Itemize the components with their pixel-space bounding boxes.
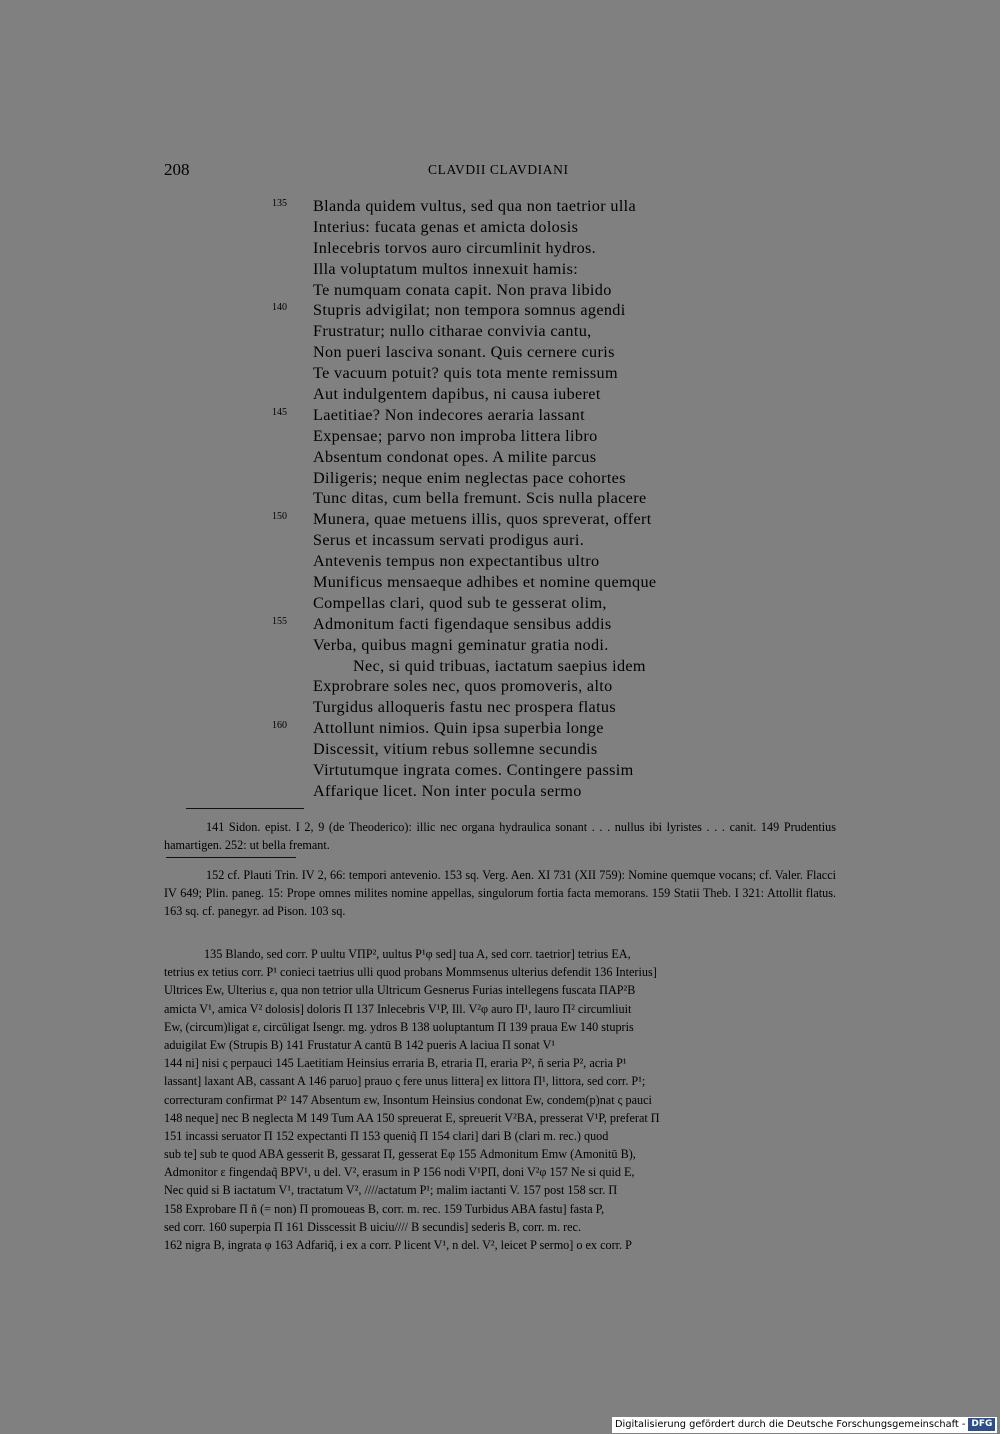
verse-text: Nec, si quid tribuas, iactatum saepius idem — [353, 656, 646, 675]
verse-line — [272, 217, 772, 238]
verse-text: Diligeris; neque enim neglectas pace cohortes — [313, 468, 626, 487]
verse-line — [272, 760, 772, 781]
verse-text: Blanda quidem vultus, sed qua non taetrior ulla — [313, 197, 637, 215]
apparatus-line: 144 ni] nisi ς perpauci 145 Laetitiam Heinsius erraria B, etraria Π, eraria P², ñ seria P², acria P¹ — [164, 1056, 627, 1071]
verse-line — [272, 781, 772, 802]
verse-line — [272, 488, 772, 509]
verse-text: Turgidus alloqueris fastu nec prospera flatus — [313, 698, 617, 717]
verse-text: Aut indulgentem dapibus, ni causa iuberet — [313, 385, 601, 404]
line-number: 135 — [272, 198, 287, 209]
verse-line — [272, 676, 772, 697]
verse-text: Stupris advigilat; non tempora somnus agendi — [313, 301, 626, 320]
apparatus-line: 158 Exprobare Π ñ (= non) Π promoueas B, corr. m. rec. 159 Turbidus ABA fastu] fasta P, — [164, 1201, 605, 1216]
apparatus-line: Admonitor ε fingendaq̃ BPV¹, u del. V², erasum in P 156 nodi V¹PΠ, doni V²φ 157 Ne si quid E, — [164, 1165, 635, 1180]
apparatus-line: sed corr. 160 superpia Π 161 Disscessit B uiciu//// B secundis] sederis B, corr. m. rec. — [164, 1219, 582, 1234]
verse-text: Expensae; parvo non improba littera libro — [313, 426, 598, 445]
verse-line — [272, 363, 772, 384]
verse-text: Serus et incassum servati prodigus auri. — [313, 531, 585, 550]
apparatus-line: lassant] laxant AB, cassant A 146 paruo] prauo ς fere unus littera] ex littora Π¹, littora, sed corr. P¹; — [164, 1074, 646, 1089]
verse-text: Affarique licet. Non inter pocula sermo — [313, 781, 582, 800]
running-title: CLAVDII CLAVDIANI — [428, 162, 569, 177]
apparatus-line: 148 neque] nec B neglecta M 149 Tum AA 150 spreuerat E, spreuerit V²BA, presserat V¹P, preferat Π — [164, 1110, 660, 1125]
verse-line — [272, 530, 772, 551]
verse-line — [272, 697, 772, 718]
verse-text: Compellas clari, quod sub te gesserat olim, — [313, 593, 607, 612]
apparatus-line: amicta V¹, amica V² dolosis] doloris Π 137 Inlecebris V¹P, Ill. V²φ auro Π¹, lauro Π² circumliuit — [164, 1001, 632, 1016]
apparatus-line: aduigilat Ew (Strupis B) 141 Frustatur A cantū B 142 pueris A laciua Π sonat V¹ — [164, 1037, 556, 1052]
verse-text: Te vacuum potuit? quis tota mente remissum — [313, 364, 618, 383]
verse-text: Attollunt nimios. Quin ipsa superbia longe — [313, 719, 604, 738]
apparatus-line: correcturam confirmat P² 147 Absentum εw, Insontum Heinsius condonat Ew, condem(p)nat ς pauci — [164, 1092, 652, 1107]
verse-text: Te numquam conata capit. Non prava libido — [313, 280, 612, 299]
digitization-footer — [612, 1417, 997, 1433]
verse-text: Frustratur; nullo citharae convivia cantu, — [313, 322, 592, 341]
verse-line — [272, 468, 772, 489]
verse-line — [272, 342, 772, 363]
parallels-text: 152 cf. Plauti Trin. IV 2, 66: tempori antevenio. 153 sq. Verg. Aen. XI 731 (XII 759): Nomine quemque vocans; cf. Valer. Flacci IV 649; Plin. paneg. 15: Prope omnes milites nomine appellas, singulorum fortia facta memorans. 159 Statii Theb. I 321: Attollit flatus. 163 sq. cf. panegyr. ad Pison. 103 sq. — [164, 868, 836, 919]
verse-text: Interius: fucata genas et amicta dolosis — [313, 217, 579, 236]
verse-line — [272, 572, 772, 593]
verse-line — [272, 593, 772, 614]
line-number: 145 — [272, 406, 287, 418]
dfg-logo: DFG — [968, 1418, 995, 1431]
apparatus-line: tetrius ex tetius corr. P¹ conieci taetrius ulli quod probans Mommsenus ulterius defendit 136 Interius] — [164, 965, 657, 980]
apparatus-line: 162 nigra B, ingrata φ 163 Adfariq̃, i ex a corr. P licent V¹, n del. V², leicet P sermo] o ex corr. P — [164, 1238, 632, 1252]
apparatus-line: 135 Blando, sed corr. P uultu VΠP², uultus P¹φ sed] tua A, sed corr. taetrior] tetrius EA, — [204, 947, 631, 961]
verse-line — [272, 509, 772, 530]
verse-line — [272, 384, 772, 405]
verse-text: Discessit, vitium rebus sollemne secundis — [313, 740, 598, 759]
verse-line — [272, 259, 772, 280]
verse-text: Admonitum facti figendaque sensibus addis — [313, 614, 612, 633]
apparatus-line: Ultrices Ew, Ulterius ε, qua non tetrior ulla Ultricum Gesnerus Furias intellegens fuscata ΠAP²B — [164, 983, 636, 998]
line-number: 150 — [272, 511, 287, 523]
verse-text: Virtutumque ingrata comes. Contingere passim — [313, 761, 634, 780]
verse-line — [272, 635, 772, 656]
separator-rule — [166, 857, 296, 858]
verse-text: Non pueri lasciva sonant. Quis cernere curis — [313, 343, 615, 362]
critical-apparatus — [164, 945, 836, 1254]
line-number: 160 — [272, 720, 287, 732]
verse-text: Antevenis tempus non expectantibus ultro — [313, 552, 600, 571]
verse-line — [272, 614, 772, 635]
apparatus-line: Ew, (circum)ligat ε, circūligat Isengr. mg. ydros B 138 uoluptantum Π 139 praua Ew 140 stupris — [164, 1019, 634, 1034]
verse-line — [272, 405, 772, 426]
apparatus-line: Nec quid si B iactatum V¹, tractatum V², ////actatum P¹; malim iactanti V. 157 post 158 scr. Π — [164, 1183, 618, 1198]
verse-line — [272, 280, 772, 301]
verse-line — [272, 426, 772, 447]
verse-text: Inlecebris torvos auro circumlinit hydros. — [313, 238, 597, 257]
testimonia-notes — [164, 818, 836, 854]
parallel-notes — [164, 866, 836, 921]
verse-text: Exprobrare soles nec, quos promoveris, alto — [313, 677, 613, 696]
page-number: 208 — [164, 160, 190, 179]
verse-line — [272, 196, 772, 217]
line-number: 140 — [272, 302, 287, 314]
verse-line — [272, 739, 772, 760]
verse-line — [272, 238, 772, 259]
verse-line — [272, 300, 772, 321]
poem-text — [272, 196, 772, 802]
apparatus-line: sub te] sub te quod ABA gesserit B, gessarat Π, gesserat Eφ 155 Admonitum Emw (Amonitū B), — [164, 1147, 636, 1162]
verse-line — [272, 718, 772, 739]
apparatus-line: 151 incassi seruator Π 152 expectanti Π 153 queniq̃ Π 154 clari] dari B (clari m. rec.) quod — [164, 1128, 609, 1143]
verse-text: Verba, quibus magni geminatur gratia nodi. — [313, 635, 609, 654]
line-number: 155 — [272, 615, 287, 627]
separator-rule — [186, 808, 304, 809]
verse-text: Tunc ditas, cum bella fremunt. Scis nulla placere — [313, 489, 647, 508]
verse-text: Laetitiae? Non indecores aeraria lassant — [313, 405, 585, 424]
verse-text: Munera, quae metuens illis, quos spreverat, offert — [313, 510, 652, 529]
verse-line — [272, 656, 772, 677]
verse-line — [272, 551, 772, 572]
verse-line — [272, 321, 772, 342]
verse-text: Illa voluptatum multos innexuit hamis: — [313, 259, 579, 278]
verse-text: Absentum condonat opes. A milite parcus — [313, 447, 597, 466]
verse-text: Munificus mensaeque adhibes et nomine quemque — [313, 573, 657, 592]
funding-text: Digitalisierung gefördert durch die Deutsche Forschungsgemeinschaft - — [615, 1419, 966, 1430]
verse-line — [272, 447, 772, 468]
testimonia-text: 141 Sidon. epist. I 2, 9 (de Theoderico): illic nec organa hydraulica sonant . . . nullus ibi lyristes . . . canit. 149 Prudentius hamartigen. 252: ut bella fremant. — [164, 820, 836, 853]
